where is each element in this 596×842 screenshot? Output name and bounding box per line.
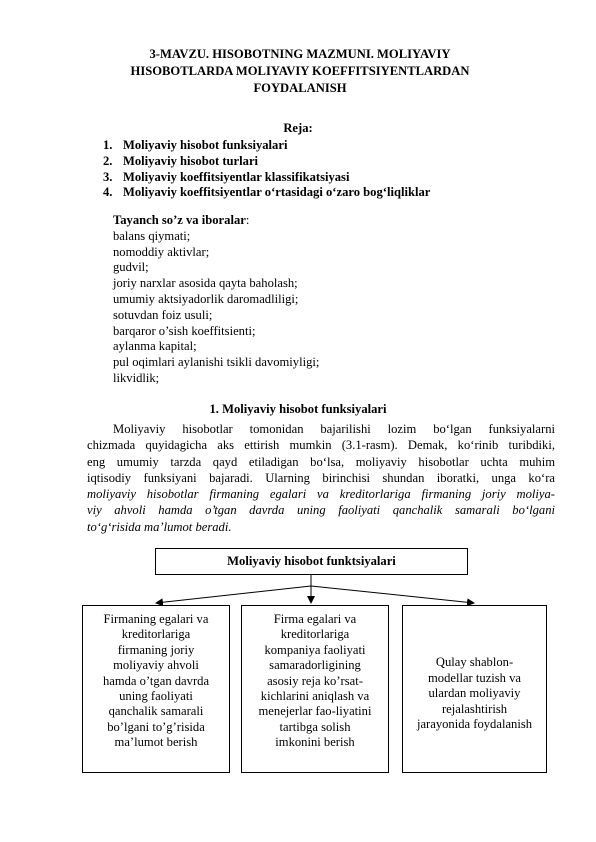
section-heading: 1. Moliyaviy hisobot funksiyalari	[209, 402, 387, 416]
function-box-2	[241, 605, 389, 773]
box-line: moliyaviy ahvoli	[113, 658, 199, 673]
plan-item-number: 3.	[103, 169, 113, 184]
box-line: imkonini berish	[275, 735, 355, 750]
box-line: kreditorlariga	[121, 627, 191, 642]
box-line: kompaniya faoliyati	[264, 642, 366, 657]
box-line: Firma egalari va	[273, 612, 357, 626]
paragraph-line: Moliyaviy hisobotlar tomonidan bajarilishi lozim bo‘lgan funksiyalarni	[113, 422, 555, 436]
connector-arrow-right	[311, 586, 474, 603]
plan-item-number: 2.	[103, 153, 113, 168]
connector-arrow-left	[156, 586, 311, 603]
plan-item-text: Moliyaviy koeffitsiyentlar klassifikatsiyasi	[123, 169, 350, 184]
keyword-item: sotuvdan foiz usuli;	[113, 307, 213, 322]
box-line: kichlarini aniqlash va	[260, 689, 370, 704]
keywords-colon: :	[245, 213, 250, 227]
diagram-header-box: Moliyaviy hisobot funktsiyalari	[155, 548, 468, 575]
box-line: samaradorligining	[269, 658, 361, 673]
keyword-item: joriy narxlar asosida qayta baholash;	[113, 276, 298, 291]
title-line-2: HISOBOTLARDA MOLIYAVIY KOEFFITSIYENTLARDAN	[130, 64, 470, 78]
plan-item-number: 1.	[103, 138, 113, 152]
box-line: Qulay shablon-	[435, 655, 514, 670]
paragraph-italic-line: to‘g‘risida ma’lumot beradi.	[87, 519, 232, 534]
box-line: qanchalik samarali	[108, 704, 204, 719]
paragraph-line: eng umumiy tarzda qayd etiladigan bo‘lsa, moliyaviy hisobotlar uchta muhim	[87, 454, 555, 469]
keyword-item: pul oqimlari aylanishi tsikli davomiyligi;	[113, 355, 320, 370]
plan-item-text: Moliyaviy koeffitsiyentlar o‘rtasidagi o‘zaro bog‘liqliklar	[123, 185, 431, 200]
box-line: jarayonida foydalanish	[416, 717, 533, 732]
keyword-item: balans qiymati;	[113, 228, 191, 243]
box-line: rejalashtirish	[441, 701, 508, 716]
box-line: uning faoliyati	[119, 689, 193, 704]
title-line-3: FOYDALANISH	[253, 81, 347, 95]
box-line: bo’lgani to’g’risida	[107, 719, 205, 734]
box-line: hamda o’tgan davrda	[102, 673, 210, 688]
plan-item-number: 4.	[103, 185, 113, 200]
box-line: Firmaning egalari va	[103, 612, 209, 626]
paragraph-line: iqtisodiy funksiyani bajaradi. Ularning birinchisi shundan iboratki, unga ko‘ra	[87, 470, 555, 485]
plan-item-text: Moliyaviy hisobot funksiyalari	[123, 138, 288, 152]
title-line-1: 3-MAVZU. HISOBOTNING MAZMUNI. MOLIYAVIY	[149, 47, 451, 61]
box-line: asosiy reja ko’rsat-	[267, 673, 363, 688]
paragraph-italic-line: viy ahvoli hamda o’tgan davrda uning faoliyati qanchalik samarali bo‘lgani	[87, 503, 555, 518]
box-line: modellar tuzish va	[427, 670, 522, 685]
plan-item-text: Moliyaviy hisobot turlari	[123, 153, 259, 168]
keyword-item: nomoddiy aktivlar;	[113, 244, 210, 259]
paragraph-italic-line: moliyaviy hisobotlar firmaning egalari va kreditorlariga firmaning joriy moliya-	[87, 487, 555, 502]
keyword-item: likvidlik;	[113, 370, 160, 385]
keyword-item: aylanma kapital;	[113, 339, 197, 354]
box-line: ma’lumot berish	[114, 735, 198, 750]
box-line: tartibga solish	[279, 719, 351, 734]
function-box-1	[82, 605, 230, 773]
function-box-3	[402, 605, 547, 773]
box-line: menejerlar fao-liyatini	[258, 704, 372, 719]
keyword-item: gudvil;	[113, 260, 149, 275]
keyword-item: umumiy aktsiyadorlik daromadliligi;	[113, 291, 299, 306]
keywords-heading: Tayanch so’z va iboralar	[113, 213, 246, 227]
box-line: kreditorlariga	[280, 627, 350, 642]
box-line: firmaning joriy	[117, 642, 195, 657]
plan-heading: Reja:	[283, 121, 313, 135]
keyword-item: barqaror o’sish koeffitsienti;	[113, 323, 256, 338]
box-line: ulardan moliyaviy	[428, 686, 521, 701]
paragraph-line: chizmada quyidagicha aks ettirish mumkin (3.1-rasm). Demak, ko‘rinib turibdiki,	[87, 438, 555, 453]
